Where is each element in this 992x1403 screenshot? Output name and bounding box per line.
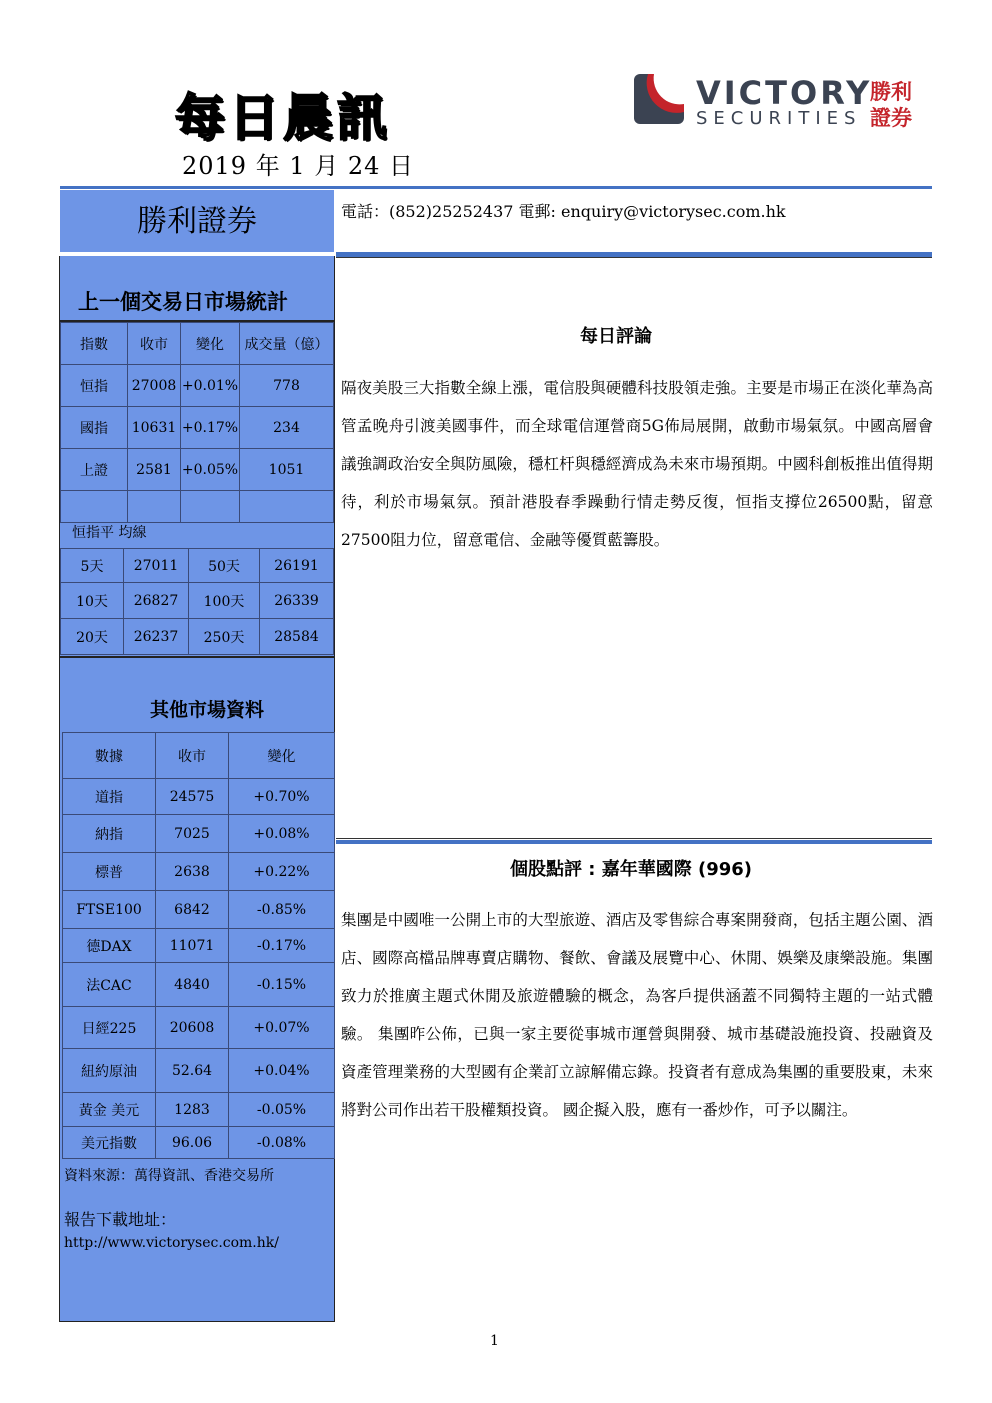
- col-header-change: 變化: [181, 323, 240, 365]
- index-close: 10631: [128, 407, 181, 449]
- index-volume: 234: [240, 407, 334, 449]
- col-header-index: 指數: [61, 323, 128, 365]
- ma-period: 100天: [189, 583, 260, 619]
- index-volume: 778: [240, 365, 334, 407]
- index-volume: 1051: [240, 449, 334, 491]
- report-title: 每日晨訊: [175, 88, 391, 147]
- logo-cn-line2: 證券: [870, 106, 912, 130]
- market-change: -0.05%: [229, 1093, 335, 1127]
- market-stats-table: [60, 322, 334, 523]
- ma-value: 26191: [260, 549, 334, 583]
- ma-period: 250天: [189, 619, 260, 655]
- market-name: FTSE100: [63, 891, 156, 929]
- market-name: 日經225: [63, 1007, 156, 1049]
- daily-comment-title: 每日評論: [580, 326, 652, 347]
- market-close: 20608: [156, 1007, 229, 1049]
- table-row: [63, 853, 335, 891]
- market-change: +0.22%: [229, 853, 335, 891]
- ma-period: 20天: [61, 619, 124, 655]
- market-name: 紐約原油: [63, 1049, 156, 1093]
- table-row: [63, 1007, 335, 1049]
- stock-review-rule: [336, 840, 932, 844]
- market-close: 6842: [156, 891, 229, 929]
- market-change: +0.70%: [229, 779, 335, 815]
- other-markets-table: [62, 732, 335, 1159]
- moving-average-table: [60, 548, 334, 655]
- market-stats-heading: 上一個交易日市場統計: [78, 290, 288, 314]
- market-change: -0.17%: [229, 929, 335, 963]
- index-change: +0.17%: [181, 407, 240, 449]
- company-name-box: 勝利證券: [60, 190, 334, 252]
- market-name: 法CAC: [63, 963, 156, 1007]
- left-panel-border-bottom: [59, 1321, 335, 1322]
- header-rule: [60, 186, 932, 189]
- market-name: 德DAX: [63, 929, 156, 963]
- market-close: 1283: [156, 1093, 229, 1127]
- table-row: [63, 1093, 335, 1127]
- market-name: 納指: [63, 815, 156, 853]
- market-close: 4840: [156, 963, 229, 1007]
- table-row: [61, 619, 334, 655]
- market-close: 96.06: [156, 1127, 229, 1159]
- market-close: 24575: [156, 779, 229, 815]
- ma-value: 26237: [124, 619, 189, 655]
- market-close: 52.64: [156, 1049, 229, 1093]
- other-markets-heading: 其他市場資料: [150, 699, 265, 721]
- market-change: -0.85%: [229, 891, 335, 929]
- table-row: [63, 1049, 335, 1093]
- ma-value: 28584: [260, 619, 334, 655]
- table-row: [63, 779, 335, 815]
- logo-subtitle: SECURITIES: [696, 108, 862, 129]
- table-row: [61, 449, 334, 491]
- ma-period: 5天: [61, 549, 124, 583]
- index-close: 2581: [128, 449, 181, 491]
- index-name: 國指: [61, 407, 128, 449]
- market-close: 7025: [156, 815, 229, 853]
- ma-value: 26827: [124, 583, 189, 619]
- stock-review-title: 個股點評 : 嘉年華國際 (996): [510, 859, 753, 880]
- market-change: -0.15%: [229, 963, 335, 1007]
- contact-info: 電話：(852)25252437 電郵: enquiry@victorysec.com.hk: [341, 202, 786, 221]
- market-name: 美元指數: [63, 1127, 156, 1159]
- col-header-volume: 成交量（億）: [240, 323, 334, 365]
- logo-cn-line1: 勝利: [870, 80, 912, 104]
- ma-period: 10天: [61, 583, 124, 619]
- market-stats-bottom-rule: [60, 656, 334, 658]
- market-change: +0.07%: [229, 1007, 335, 1049]
- col-header-change: 變化: [229, 733, 335, 779]
- index-name: 上證: [61, 449, 128, 491]
- table-row: [63, 1127, 335, 1159]
- download-label: 報告下載地址：: [64, 1210, 177, 1229]
- col-header-close: 收市: [128, 323, 181, 365]
- table-row: [63, 929, 335, 963]
- download-link[interactable]: http://www.victorysec.com.hk/: [64, 1235, 279, 1251]
- report-date: 2019 年 1 月 24 日: [182, 152, 415, 180]
- logo-wordmark: VICTORY: [696, 74, 873, 112]
- table-row: [61, 365, 334, 407]
- contact-rule-dark: [336, 257, 932, 258]
- ma-period: 50天: [189, 549, 260, 583]
- index-name: 恒指: [61, 365, 128, 407]
- market-change: -0.08%: [229, 1127, 335, 1159]
- table-row: [63, 963, 335, 1007]
- victory-logo-mark-icon: [634, 74, 684, 124]
- index-close: 27008: [128, 365, 181, 407]
- stock-review-rule-dark: [336, 838, 932, 839]
- col-header-data: 數據: [63, 733, 156, 779]
- data-source: 資料來源：萬得資訊、香港交易所: [64, 1168, 274, 1184]
- ma-value: 26339: [260, 583, 334, 619]
- stock-review-body: 集團是中國唯一公開上市的大型旅遊、酒店及零售綜合專案開發商，包括主題公園、酒店、國際高檔品牌專賣店購物、餐飲、會議及展覽中心、休閒、娛樂及康樂設施。集團致力於推廣主題式休閒及旅遊體驗的概念，為客戶提供涵蓋不同獨特主題的一站式體驗。 集團昨公佈，已與一家主要從事城市運營與開發、城市基礎設施投資、投融資及資產管理業務的大型國有企業訂立諒解備忘錄。投資者有意成為集團的重要股東，未來將對公司作出若干股權類投資。 國企擬入股，應有一番炒作，可予以關注。: [341, 911, 933, 1119]
- table-row-empty: [61, 491, 334, 523]
- table-row: [61, 407, 334, 449]
- index-change: +0.05%: [181, 449, 240, 491]
- ma-value: 27011: [124, 549, 189, 583]
- market-name: 道指: [63, 779, 156, 815]
- table-row: [61, 583, 334, 619]
- market-name: 標普: [63, 853, 156, 891]
- page-number: 1: [490, 1333, 499, 1349]
- index-change: +0.01%: [181, 365, 240, 407]
- company-logo: [634, 74, 934, 134]
- table-row: [63, 815, 335, 853]
- market-change: +0.04%: [229, 1049, 335, 1093]
- market-close: 11071: [156, 929, 229, 963]
- daily-comment-body: 隔夜美股三大指數全線上漲，電信股與硬體科技股領走強。主要是市場正在淡化華為高管孟晚舟引渡美國事件，而全球電信運營商5G佈局展開，啟動市場氣氛。中國高層會議強調政治安全與防風險，穩杠杆與穩經濟成為未來市場預期。中國科創板推出值得期待，利於市場氣氛。預計港股春季躁動行情走勢反復，恒指支撐位26500點，留意27500阻力位，留意電信、金融等優質藍籌股。: [341, 379, 933, 549]
- market-name: 黃金 美元: [63, 1093, 156, 1127]
- market-change: +0.08%: [229, 815, 335, 853]
- market-close: 2638: [156, 853, 229, 891]
- table-row: [63, 891, 335, 929]
- moving-average-heading: 恒指平 均線: [72, 525, 147, 541]
- table-row: [61, 549, 334, 583]
- col-header-close: 收市: [156, 733, 229, 779]
